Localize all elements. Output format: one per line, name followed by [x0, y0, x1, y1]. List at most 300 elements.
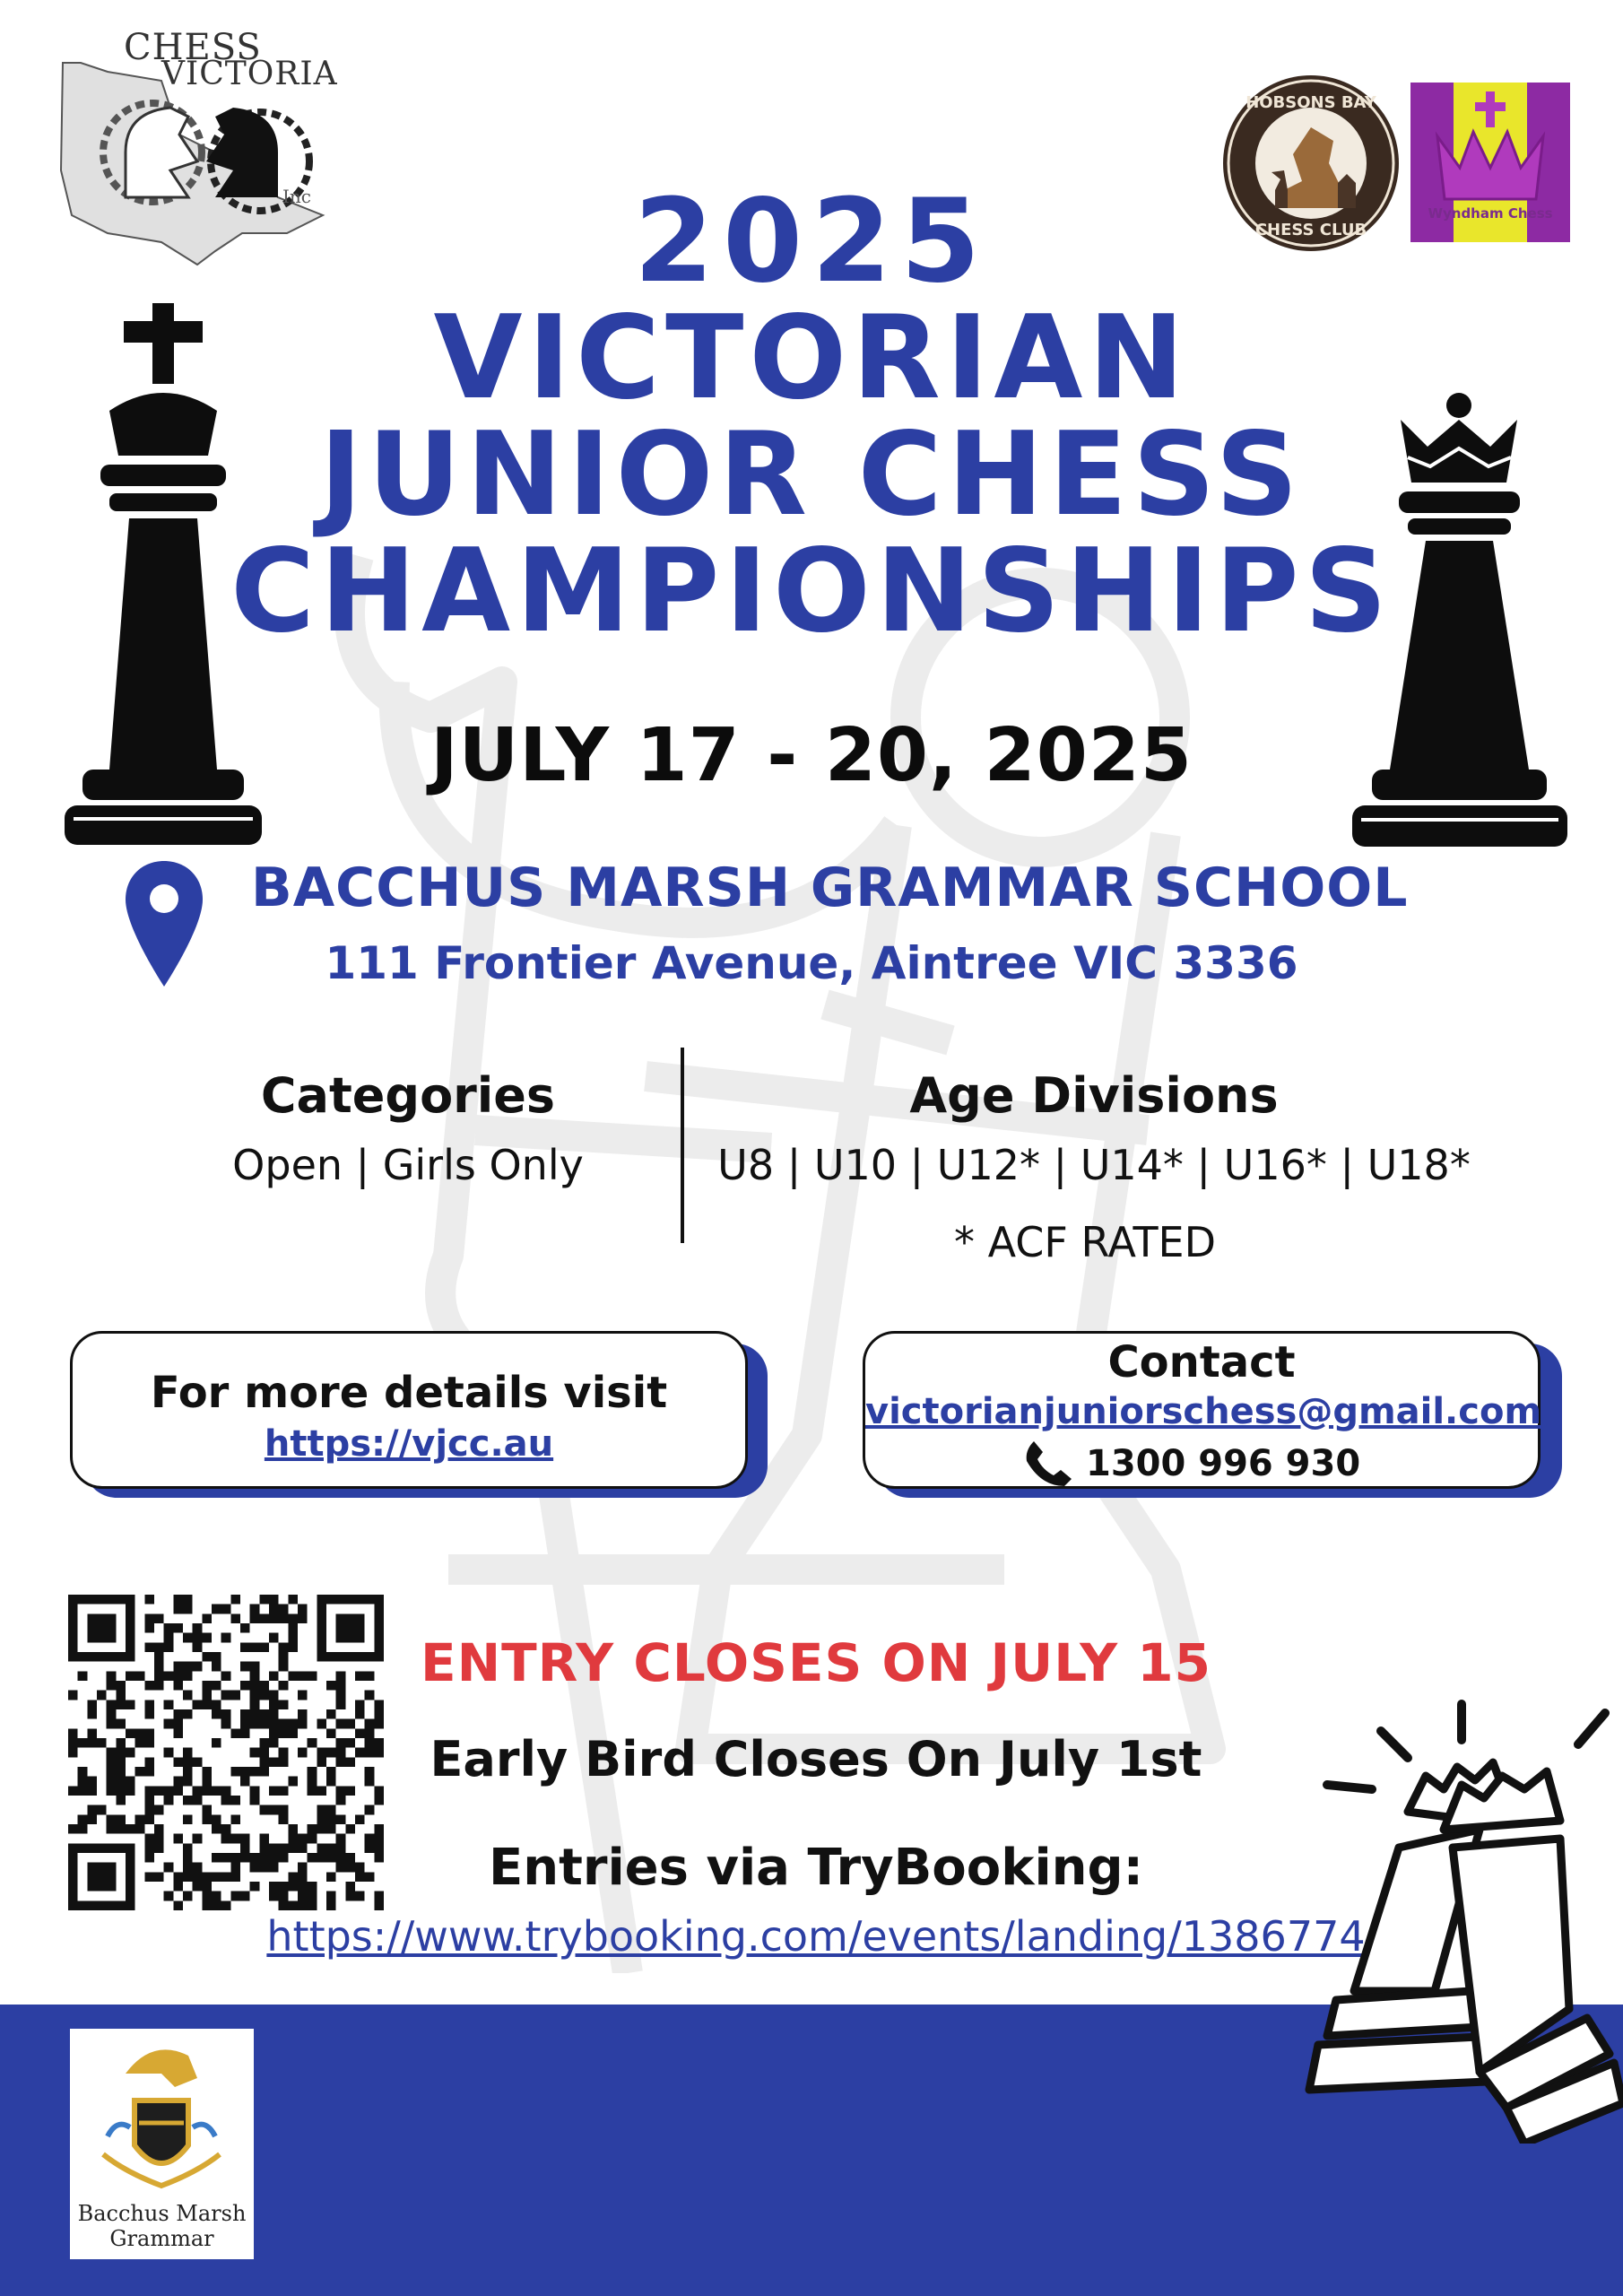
qr-module [107, 1767, 117, 1777]
qr-module [250, 1786, 260, 1796]
qr-module [116, 1814, 126, 1824]
qr-module [269, 1613, 279, 1623]
qr-module [87, 1777, 97, 1787]
qr-module [202, 1652, 212, 1662]
qr-module [279, 1719, 289, 1729]
qr-module [202, 1882, 212, 1892]
qr-module [326, 1728, 336, 1738]
qr-module [279, 1728, 289, 1738]
qr-module [183, 1767, 193, 1777]
qr-module [269, 1719, 279, 1729]
qr-module [259, 1767, 269, 1777]
qr-module [317, 1814, 326, 1824]
details-link[interactable]: https://vjcc.au [264, 1423, 554, 1465]
qr-module [173, 1777, 183, 1787]
qr-module [164, 1796, 174, 1805]
qr-module [240, 1834, 250, 1844]
qr-module [164, 1863, 174, 1873]
qr-module [183, 1671, 193, 1681]
qr-module [259, 1613, 269, 1623]
qr-module [212, 1814, 221, 1824]
qr-module [212, 1700, 221, 1709]
qr-module [183, 1595, 193, 1605]
qr-module [250, 1671, 260, 1681]
qr-module [230, 1834, 240, 1844]
qr-module [164, 1748, 174, 1758]
qr-module [279, 1814, 289, 1824]
qr-module [298, 1882, 308, 1892]
qr-module [221, 1796, 231, 1805]
qr-module [68, 1786, 78, 1796]
qr-module [116, 1824, 126, 1834]
qr-module [183, 1892, 193, 1901]
qr-module [107, 1671, 117, 1681]
qr-module [164, 1642, 174, 1652]
qr-module [87, 1786, 97, 1796]
qr-module [240, 1662, 250, 1672]
qr-module [202, 1681, 212, 1691]
qr-module [240, 1853, 250, 1863]
qr-module [202, 1900, 212, 1910]
qr-module [144, 1613, 154, 1623]
qr-module [317, 1786, 326, 1796]
qr-module [317, 1719, 326, 1729]
qr-module [183, 1709, 193, 1719]
qr-module [144, 1796, 154, 1805]
contact-box [863, 1331, 1541, 1489]
qr-module [279, 1748, 289, 1758]
qr-finder-square [87, 1613, 116, 1642]
qr-module [230, 1892, 240, 1901]
qr-module [250, 1882, 260, 1892]
qr-module [279, 1613, 289, 1623]
qr-module [269, 1671, 279, 1681]
qr-module [193, 1786, 203, 1796]
qr-module [126, 1824, 135, 1834]
qr-module [173, 1709, 183, 1719]
qr-module [173, 1719, 183, 1729]
qr-module [374, 1824, 384, 1834]
qr-module [308, 1824, 317, 1834]
qr-module [240, 1843, 250, 1853]
qr-module [78, 1786, 88, 1796]
qr-module [221, 1834, 231, 1844]
qr-module [298, 1834, 308, 1844]
title-year: 2025 [633, 175, 990, 309]
qr-module [240, 1767, 250, 1777]
qr-module [116, 1681, 126, 1691]
qr-module [107, 1709, 117, 1719]
qr-module [269, 1853, 279, 1863]
qr-module [288, 1728, 298, 1738]
qr-module [193, 1662, 203, 1672]
qr-module [202, 1633, 212, 1643]
qr-module [126, 1671, 135, 1681]
qr-module [212, 1786, 221, 1796]
contact-heading: Contact [1107, 1337, 1296, 1387]
qr-module [269, 1605, 279, 1614]
qr-module [279, 1681, 289, 1691]
qr-code-icon[interactable] [68, 1595, 384, 1910]
qr-module [269, 1863, 279, 1873]
qr-module [288, 1834, 298, 1844]
qr-module [279, 1652, 289, 1662]
qr-module [288, 1623, 298, 1633]
qr-module [288, 1642, 298, 1652]
qr-module [308, 1900, 317, 1910]
qr-module [336, 1700, 346, 1709]
qr-module [298, 1671, 308, 1681]
qr-module [78, 1777, 88, 1787]
bacchus-marsh-grammar-logo [70, 2029, 254, 2259]
qr-module [326, 1824, 336, 1834]
qr-module [279, 1757, 289, 1767]
qr-module [308, 1738, 317, 1748]
qr-module [183, 1691, 193, 1700]
age-divisions-heading: Age Divisions [909, 1067, 1279, 1124]
qr-module [374, 1709, 384, 1719]
qr-module [144, 1853, 154, 1863]
qr-module [183, 1605, 193, 1614]
qr-module [326, 1900, 336, 1910]
qr-module [183, 1853, 193, 1863]
qr-module [298, 1863, 308, 1873]
qr-module [193, 1834, 203, 1844]
qr-module [144, 1709, 154, 1719]
qr-module [259, 1709, 269, 1719]
chess-victoria-wordmark-line2: VICTORIA [161, 56, 338, 92]
details-box [70, 1331, 748, 1489]
qr-module [126, 1777, 135, 1787]
qr-module [154, 1843, 164, 1853]
qr-module [144, 1814, 154, 1824]
qr-module [221, 1872, 231, 1882]
qr-module [107, 1700, 117, 1709]
qr-module [173, 1681, 183, 1691]
qr-module [279, 1892, 289, 1901]
svg-text:CHESS CLUB: CHESS CLUB [1254, 221, 1367, 239]
qr-module [317, 1748, 326, 1758]
qr-module [164, 1892, 174, 1901]
qr-module [116, 1748, 126, 1758]
qr-module [221, 1691, 231, 1700]
qr-module [173, 1834, 183, 1844]
qr-module [240, 1623, 250, 1633]
qr-module [183, 1748, 193, 1758]
qr-module [135, 1767, 145, 1777]
qr-module [355, 1709, 365, 1719]
qr-module [298, 1709, 308, 1719]
qr-module [269, 1892, 279, 1901]
qr-module [317, 1805, 326, 1815]
qr-module [279, 1786, 289, 1796]
qr-module [326, 1843, 336, 1853]
qr-module [269, 1786, 279, 1796]
qr-module [374, 1719, 384, 1729]
qr-module [173, 1662, 183, 1672]
qr-module [240, 1709, 250, 1719]
qr-module [240, 1719, 250, 1729]
qr-module [221, 1824, 231, 1834]
qr-module [183, 1814, 193, 1824]
qr-module [259, 1757, 269, 1767]
qr-module [87, 1700, 97, 1709]
qr-module [259, 1843, 269, 1853]
qr-module [202, 1872, 212, 1882]
phone-icon [1023, 1439, 1073, 1488]
qr-module [326, 1872, 336, 1882]
qr-module [230, 1767, 240, 1777]
qr-module [107, 1757, 117, 1767]
qr-module [193, 1623, 203, 1633]
qr-module [212, 1892, 221, 1901]
qr-module [230, 1728, 240, 1738]
qr-module [250, 1863, 260, 1873]
qr-module [116, 1719, 126, 1729]
qr-module [193, 1872, 203, 1882]
qr-module [107, 1719, 117, 1729]
qr-module [298, 1843, 308, 1853]
qr-module [202, 1613, 212, 1623]
qr-module [116, 1796, 126, 1805]
qr-module [202, 1691, 212, 1700]
qr-module [68, 1728, 78, 1738]
qr-module [202, 1777, 212, 1787]
qr-module [298, 1748, 308, 1758]
qr-module [221, 1605, 231, 1614]
qr-module [116, 1777, 126, 1787]
qr-module [135, 1814, 145, 1824]
qr-module [308, 1786, 317, 1796]
qr-module [317, 1757, 326, 1767]
qr-module [259, 1642, 269, 1652]
qr-module [326, 1892, 336, 1901]
qr-module [183, 1843, 193, 1853]
qr-module [164, 1623, 174, 1633]
qr-module [78, 1824, 88, 1834]
qr-module [298, 1691, 308, 1700]
bmg-logo-text: Bacchus Marsh Grammar [77, 2201, 247, 2251]
qr-module [173, 1872, 183, 1882]
qr-module [269, 1691, 279, 1700]
qr-module [221, 1900, 231, 1910]
qr-module [135, 1671, 145, 1681]
qr-module [230, 1853, 240, 1863]
qr-module [173, 1900, 183, 1910]
qr-module [164, 1786, 174, 1796]
qr-module [154, 1671, 164, 1681]
qr-module [97, 1691, 107, 1700]
qr-module [317, 1853, 326, 1863]
qr-module [250, 1642, 260, 1652]
qr-module [78, 1738, 88, 1748]
details-heading: For more details visit [150, 1368, 668, 1418]
qr-module [193, 1863, 203, 1873]
qr-module [193, 1633, 203, 1643]
venue-name: BACCHUS MARSH GRAMMAR SCHOOL [251, 857, 1409, 919]
qr-module [212, 1900, 221, 1910]
qr-module [164, 1633, 174, 1643]
qr-module [202, 1814, 212, 1824]
qr-module [183, 1662, 193, 1672]
qr-module [250, 1767, 260, 1777]
qr-module [144, 1728, 154, 1738]
qr-module [173, 1671, 183, 1681]
qr-module [259, 1595, 269, 1605]
qr-module [212, 1652, 221, 1662]
qr-module [221, 1719, 231, 1729]
qr-module [154, 1613, 164, 1623]
qr-module [279, 1843, 289, 1853]
categories-heading: Categories [260, 1067, 556, 1124]
qr-module [68, 1748, 78, 1758]
qr-module [144, 1757, 154, 1767]
qr-module [298, 1900, 308, 1910]
qr-module [87, 1738, 97, 1748]
qr-module [240, 1777, 250, 1787]
qr-module [107, 1786, 117, 1796]
qr-module [116, 1691, 126, 1700]
qr-module [154, 1642, 164, 1652]
qr-module [365, 1805, 375, 1815]
qr-module [97, 1738, 107, 1748]
qr-module [317, 1824, 326, 1834]
qr-module [221, 1853, 231, 1863]
qr-module [259, 1853, 269, 1863]
qr-module [259, 1863, 269, 1873]
qr-module [202, 1767, 212, 1777]
event-dates: JULY 17 - 20, 2025 [430, 713, 1193, 798]
qr-module [144, 1834, 154, 1844]
qr-module [212, 1662, 221, 1672]
qr-module [259, 1738, 269, 1748]
qr-module [269, 1805, 279, 1815]
early-bird-text: Early Bird Closes On July 1st [430, 1731, 1202, 1787]
title-line-2: JUNIOR CHESS [319, 408, 1304, 542]
qr-module [154, 1872, 164, 1882]
svg-text:HOBSONS BAY: HOBSONS BAY [1245, 93, 1376, 112]
qr-module [154, 1824, 164, 1834]
chess-victoria-wordmark-line1: CHESS [124, 27, 262, 68]
qr-module [279, 1805, 289, 1815]
qr-module [154, 1681, 164, 1691]
qr-module [288, 1777, 298, 1787]
qr-module [298, 1613, 308, 1623]
qr-module [144, 1681, 154, 1691]
qr-module [68, 1738, 78, 1748]
qr-module [308, 1834, 317, 1844]
qr-module [202, 1892, 212, 1901]
qr-module [126, 1728, 135, 1738]
qr-module [250, 1681, 260, 1691]
qr-module [183, 1757, 193, 1767]
qr-module [308, 1777, 317, 1787]
qr-module [250, 1700, 260, 1709]
qr-module [259, 1719, 269, 1729]
qr-module [144, 1843, 154, 1853]
acf-rated-note: * ACF RATED [953, 1218, 1217, 1266]
qr-module [230, 1595, 240, 1605]
qr-module [240, 1642, 250, 1652]
contact-phone[interactable]: 1300 996 930 [1086, 1443, 1361, 1484]
qr-module [269, 1757, 279, 1767]
rook-pieces-icon [1300, 1695, 1623, 2144]
qr-module [298, 1719, 308, 1729]
section-divider [681, 1048, 684, 1243]
qr-module [144, 1805, 154, 1815]
qr-module [308, 1767, 317, 1777]
qr-module [107, 1777, 117, 1787]
trybooking-link[interactable]: https://www.trybooking.com/events/landing/1386774 [266, 1912, 1366, 1961]
qr-module [250, 1796, 260, 1805]
qr-module [326, 1805, 336, 1815]
contact-email-link[interactable]: victorianjuniorschess@gmail.com [865, 1391, 1542, 1432]
qr-module [173, 1757, 183, 1767]
qr-module [345, 1824, 355, 1834]
qr-module [288, 1843, 298, 1853]
qr-module [116, 1757, 126, 1767]
qr-module [183, 1633, 193, 1643]
qr-module [269, 1709, 279, 1719]
qr-module [288, 1824, 298, 1834]
qr-module [144, 1738, 154, 1748]
wyndham-chess-label: Wyndham Chess [1428, 205, 1553, 222]
qr-module [154, 1652, 164, 1662]
qr-module [355, 1700, 365, 1709]
qr-module [116, 1767, 126, 1777]
qr-module [78, 1814, 88, 1824]
qr-module [193, 1796, 203, 1805]
qr-module [68, 1824, 78, 1834]
qr-module [308, 1671, 317, 1681]
qr-module [212, 1709, 221, 1719]
qr-module [326, 1709, 336, 1719]
qr-module [298, 1892, 308, 1901]
qr-module [279, 1662, 289, 1672]
qr-module [154, 1786, 164, 1796]
qr-module [144, 1642, 154, 1652]
qr-module [78, 1767, 88, 1777]
qr-module [250, 1748, 260, 1758]
qr-module [173, 1623, 183, 1633]
qr-module [193, 1642, 203, 1652]
qr-module [126, 1748, 135, 1758]
qr-finder-square [87, 1863, 116, 1892]
qr-module [326, 1681, 336, 1691]
qr-module [298, 1872, 308, 1882]
qr-module [240, 1892, 250, 1901]
qr-module [279, 1900, 289, 1910]
qr-module [183, 1872, 193, 1882]
qr-module [212, 1824, 221, 1834]
qr-module [154, 1662, 164, 1672]
qr-module [279, 1642, 289, 1652]
categories-values: Open | Girls Only [232, 1141, 584, 1189]
title-line-3: CHAMPIONSHIPS [230, 525, 1393, 658]
qr-module [221, 1786, 231, 1796]
qr-module [144, 1786, 154, 1796]
qr-module [308, 1882, 317, 1892]
qr-module [269, 1738, 279, 1748]
qr-module [193, 1757, 203, 1767]
qr-module [87, 1709, 97, 1719]
qr-module [250, 1853, 260, 1863]
qr-module [279, 1853, 289, 1863]
qr-module [202, 1700, 212, 1709]
qr-module [116, 1700, 126, 1709]
qr-module [193, 1700, 203, 1709]
qr-module [144, 1700, 154, 1709]
